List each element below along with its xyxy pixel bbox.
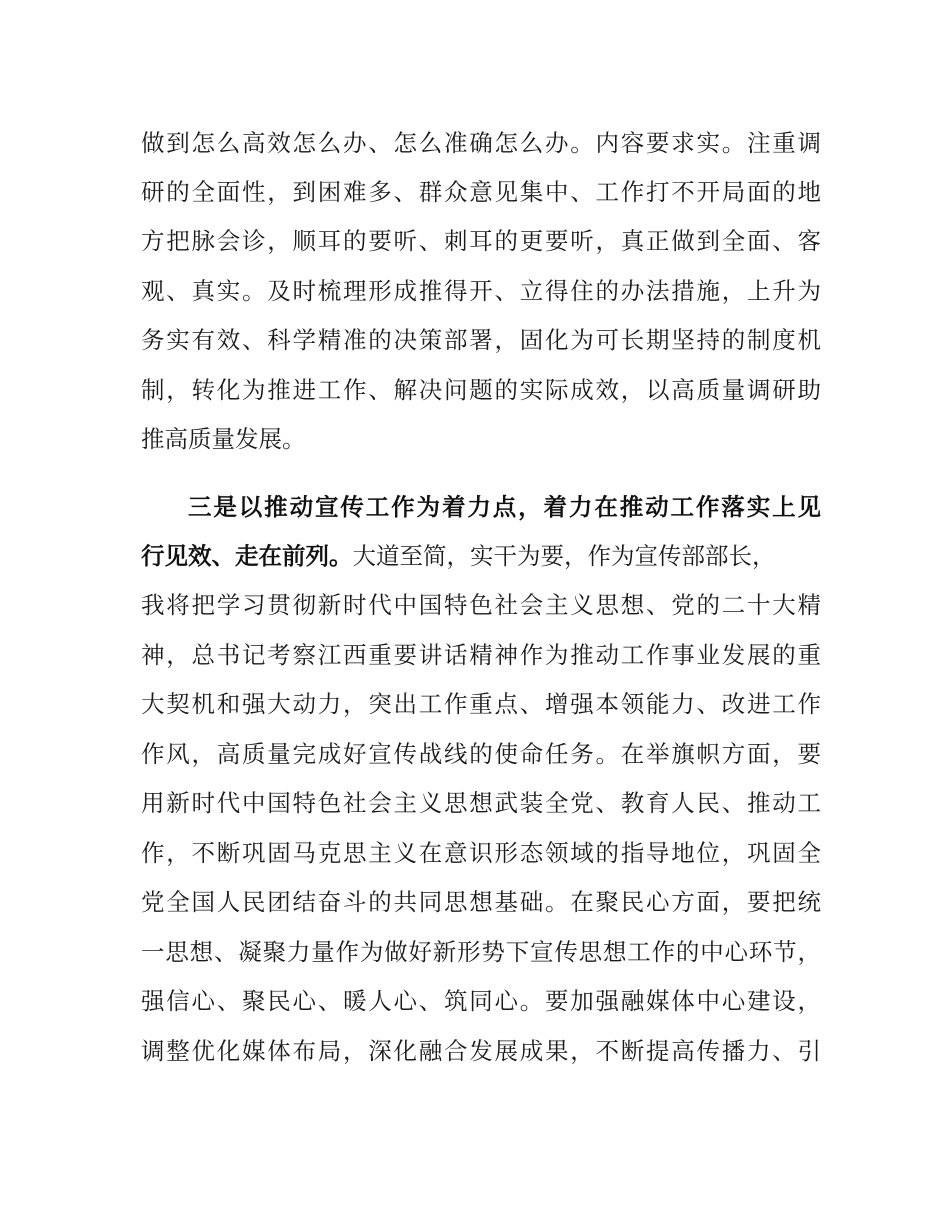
paragraph-line: 制，转化为推进工作、解决问题的实际成效，以高质量调研助 — [141, 376, 821, 404]
paragraph-line: 推高质量发展。 — [141, 425, 306, 453]
paragraph-text: 大道至简，实干为要，作为宣传部部长， — [352, 542, 776, 570]
paragraph-line: 用新时代中国特色社会主义思想武装全党、教育人民、推动工 — [141, 789, 821, 817]
paragraph-line: 作风，高质量完成好宣传战线的使命任务。在举旗帜方面，要 — [141, 740, 821, 768]
paragraph-line: 强信心、聚民心、暖人心、筑同心。要加强融媒体中心建设， — [141, 987, 821, 1015]
paragraph-line: 研的全面性，到困难多、群众意见集中、工作打不开局面的地 — [141, 178, 821, 206]
paragraph-line: 调整优化媒体布局，深化融合发展成果，不断提高传播力、引 — [141, 1037, 821, 1065]
paragraph-line: 做到怎么高效怎么办、怎么准确怎么办。内容要求实。注重调 — [141, 129, 821, 157]
paragraph-line: 方把脉会诊，顺耳的要听、刺耳的更要听，真正做到全面、客 — [141, 227, 821, 255]
section-heading-continuation: 行见效、走在前列。 — [141, 542, 353, 570]
paragraph-line: 务实有效、科学精准的决策部署，固化为可长期坚持的制度机 — [141, 326, 821, 354]
paragraph-line: 党全国人民团结奋斗的共同思想基础。在聚民心方面，要把统 — [141, 888, 821, 916]
paragraph-line: 观、真实。及时梳理形成推得开、立得住的办法措施，上升为 — [141, 277, 821, 305]
section-heading: 三是以推动宣传工作为着力点，着力在推动工作落实上见 — [188, 493, 821, 521]
paragraph-line: 作，不断巩固马克思主义在意识形态领域的指导地位，巩固全 — [141, 839, 821, 867]
paragraph-line: 神，总书记考察江西重要讲话精神作为推动工作事业发展的重 — [141, 641, 821, 669]
paragraph-line: 大契机和强大动力，突出工作重点、增强本领能力、改进工作 — [141, 690, 821, 718]
paragraph-line — [141, 541, 776, 571]
paragraph-line: 我将把学习贯彻新时代中国特色社会主义思想、党的二十大精 — [141, 591, 821, 619]
paragraph-line: 一思想、凝聚力量作为做好新形势下宣传思想工作的中心环节， — [141, 938, 821, 966]
